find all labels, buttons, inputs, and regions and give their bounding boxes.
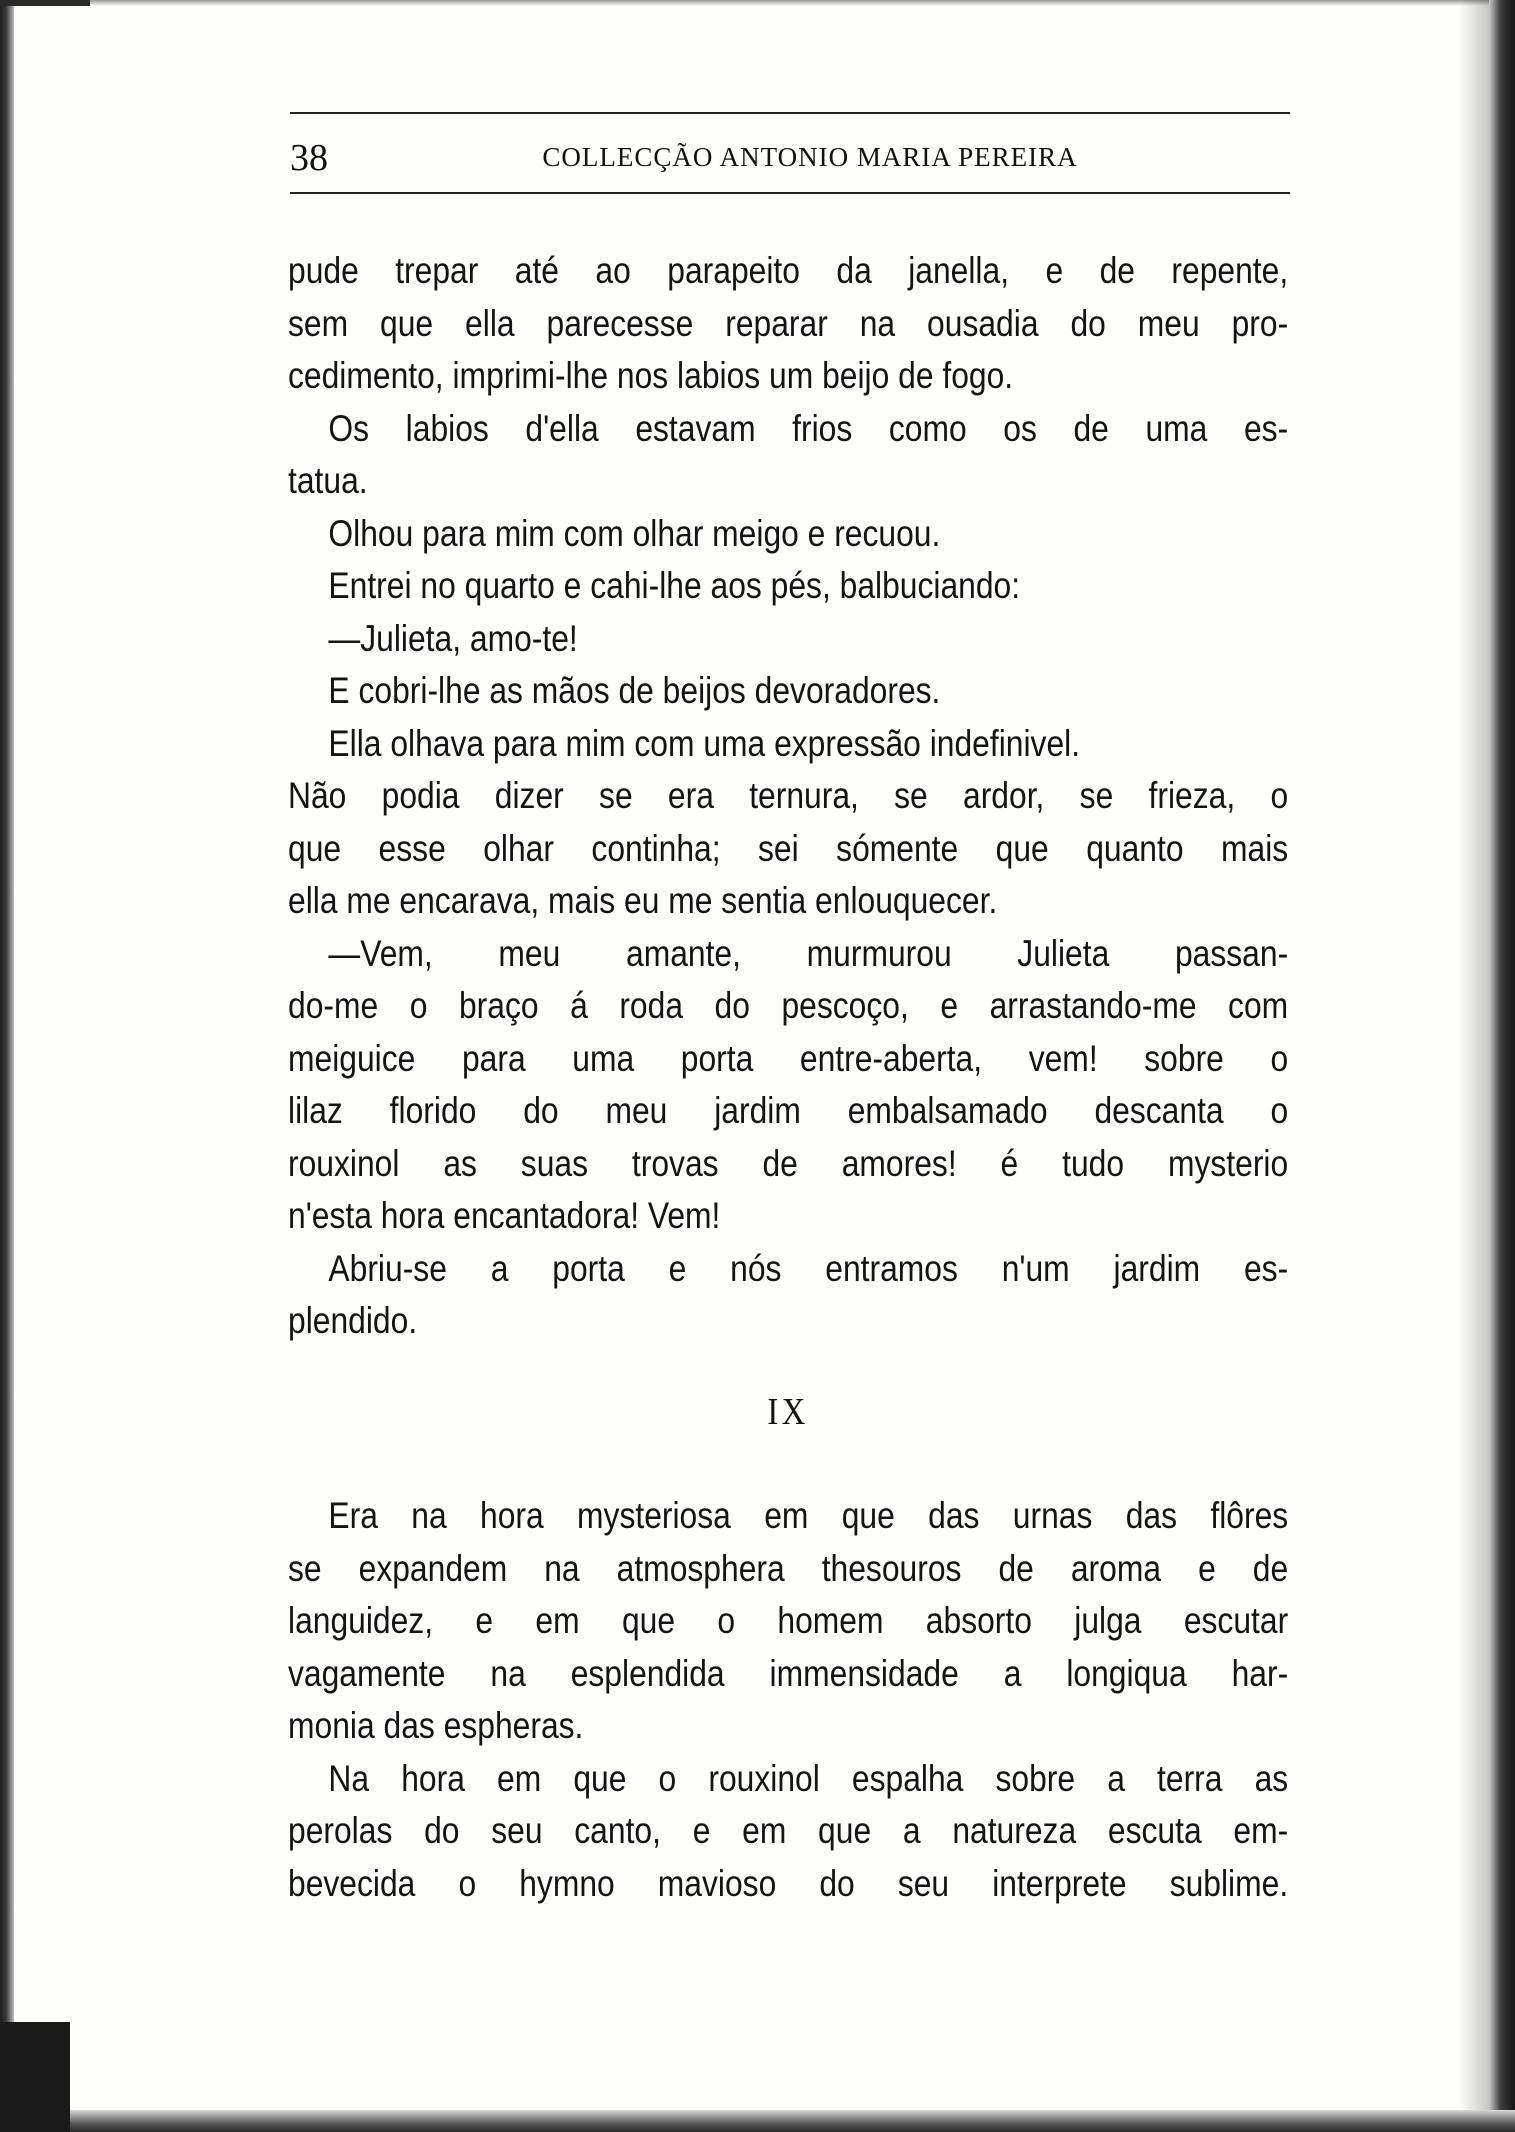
text-line: do-me o braço á roda do pescoço, e arrastando-me com: [288, 985, 1289, 1026]
text-line: Abriu-se a porta e nós entramos n'um jardim es-: [328, 1247, 1289, 1289]
page-header: [290, 112, 1290, 194]
text-line: Olhou para mim com olhar meigo e recuou.: [328, 512, 941, 554]
text-line: Os labios d'ella estavam frios como os de uma es-: [328, 407, 1289, 449]
text-line: lilaz florido do meu jardim embalsamado descanta o: [288, 1090, 1289, 1131]
scan-edge-bottom-corner: [0, 2022, 70, 2132]
text-line: E cobri-lhe as mãos de beijos devoradores.: [328, 670, 941, 711]
scan-edge-top: [0, 0, 1515, 6]
text-line: languidez, e em que o homem absorto julga escutar: [288, 1600, 1289, 1641]
text-line: perolas do seu canto, e em que a natureza escuta em-: [288, 1810, 1289, 1851]
scan-edge-corner: [0, 0, 90, 6]
page-body: [288, 245, 1288, 1910]
header-row: [290, 114, 1290, 192]
binding-shadow: [1459, 0, 1489, 2132]
text-line: bevecida o hymno mavioso do seu interprete sublime.: [288, 1862, 1289, 1904]
text-line: Ella olhava para mim com uma expressão indefinivel.: [328, 722, 1081, 764]
text-line: meiguice para uma porta entre-aberta, vem! sobre o: [288, 1037, 1289, 1079]
text-line: Era na hora mysteriosa em que das urnas das flôres: [328, 1495, 1289, 1536]
running-head: COLLECÇÃO ANTONIO MARIA PEREIRA: [542, 142, 1078, 172]
text-line: que esse olhar continha; sei sómente que quanto mais: [288, 827, 1289, 869]
text-line: n'esta hora encantadora! Vem!: [288, 1195, 721, 1236]
text-line: —Vem, meu amante, murmurou Julieta passan-: [328, 932, 1289, 974]
text-line: rouxinol as suas trovas de amores! é tudo mysterio: [288, 1142, 1289, 1184]
chapter-heading: IX: [767, 1390, 809, 1433]
text-line: cedimento, imprimi-lhe nos labios um beijo de fogo.: [288, 355, 1014, 396]
text-line: plendido.: [288, 1300, 418, 1341]
text-line: vagamente na esplendida immensidade a longiqua har-: [288, 1652, 1289, 1694]
scan-edge-bottom: [0, 2110, 1515, 2132]
text-line: pude trepar até ao parapeito da janella, e de repente,: [288, 250, 1289, 291]
scan-edge-right: [1489, 0, 1515, 2132]
text-line: monia das espheras.: [288, 1705, 584, 1746]
text-line: Não podia dizer se era ternura, se ardor, se frieza, o: [288, 775, 1289, 816]
scan-edge-left: [0, 0, 14, 2132]
page-number: 38: [290, 137, 328, 179]
text-line: Na hora em que o rouxinol espalha sobre a terra as: [328, 1757, 1289, 1799]
text-line: ella me encarava, mais eu me sentia enlouquecer.: [288, 880, 998, 921]
text-line: se expandem na atmosphera thesouros de aroma e de: [288, 1547, 1289, 1589]
text-line: —Julieta, amo-te!: [328, 617, 578, 659]
text-line: tatua.: [288, 460, 368, 501]
text-line: Entrei no quarto e cahi-lhe aos pés, balbuciando:: [328, 565, 1021, 606]
text-line: sem que ella parecesse reparar na ousadia do meu pro-: [288, 302, 1289, 344]
header-rule-bottom: [290, 192, 1290, 194]
